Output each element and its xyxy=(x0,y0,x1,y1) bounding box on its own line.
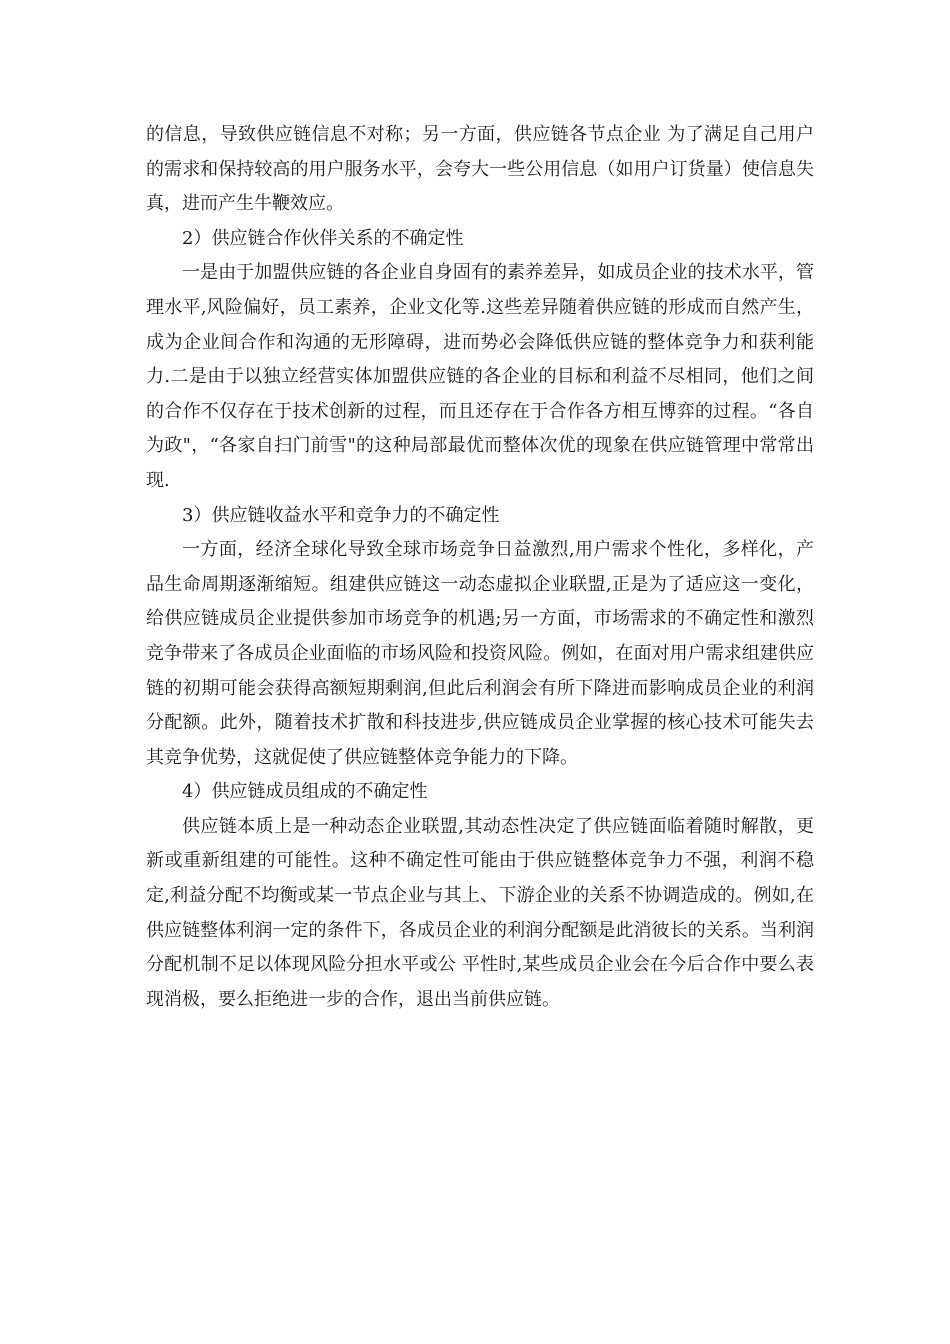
body-paragraph: 一是由于加盟供应链的各企业自身固有的素养差异，如成员企业的技术水平，管理水平,风险偏好，员工素养，企业文化等.这些差异随着供应链的形成而自然产生，成为企业间合作和沟通的无形障碍，进而势必会降低供应链的整体竞争力和获利能力.二是由于以独立经营实体加盟供应链的各企业的目标和利益不尽相同，他们之间的合作不仅存在于技术创新的过程，而且还存在于合作各方相互博弈的过程。“各自为政"，“各家自扫门前雪"的这种局部最优而整体次优的现象在供应链管理中常常出现. xyxy=(146,262,814,491)
section-heading: 3）供应链收益水平和竞争力的不确定性 xyxy=(182,504,500,526)
section-heading: 2）供应链合作伙伴关系的不确定性 xyxy=(182,227,464,249)
body-paragraph: 一方面，经济全球化导致全球市场竞争日益激烈,用户需求个性化，多样化，产品生命周期逐渐缩短。组建供应链这一动态虚拟企业联盟,正是为了适应这一变化，给供应链成员企业提供参加市场竞争的机遇;另一方面，市场需求的不确定性和激烈竞争带来了各成员企业面临的市场风险和投资风险。例如，在面对用户需求组建供应链的初期可能会获得高额短期剩润,但此后利润会有所下降进而影响成员企业的利润分配额。此外，随着技术扩散和科技进步,供应链成员企业掌握的核心技术可能失去其竞争优势，这就促使了供应链整体竞争能力的下降。 xyxy=(146,539,814,768)
body-paragraph: 的信息，导致供应链信息不对称；另一方面，供应链各节点企业 为了满足自己用户的需求和保持较高的用户服务水平，会夸大一些公用信息（如用户订货量）使信息失真，进而产生牛鞭效应。 xyxy=(146,124,814,215)
section-heading: 4）供应链成员组成的不确定性 xyxy=(182,781,428,803)
document-body xyxy=(146,118,814,1017)
body-paragraph: 供应链本质上是一种动态企业联盟,其动态性决定了供应链面临着随时解散，更新或重新组建的可能性。这种不确定性可能由于供应链整体竞争力不强，利润不稳定,利益分配不均衡或某一节点企业与其上、下游企业的关系不协调造成的。例如,在供应链整体利润一定的条件下，各成员企业的利润分配额是此消彼长的关系。当利润分配机制不足以体现风险分担水平或公 平性时,某些成员企业会在今后合作中要么表现消极，要么拒绝进一步的合作，退出当前供应链。 xyxy=(146,815,814,1010)
